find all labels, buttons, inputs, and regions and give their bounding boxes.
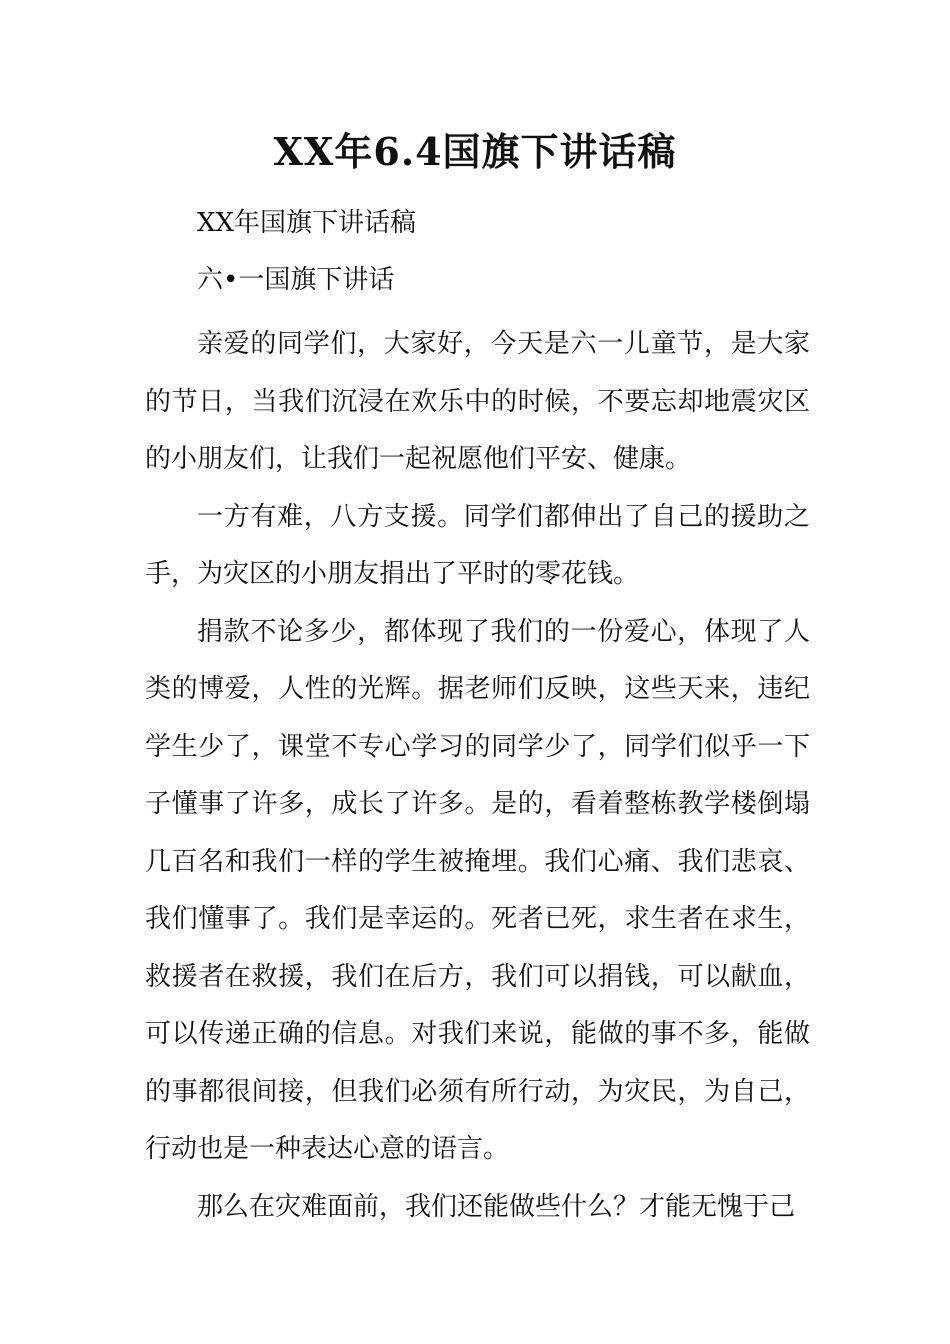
document-subtitle: XX年国旗下讲话稿	[197, 208, 417, 238]
document-title: XX年6.4国旗下讲话稿	[273, 129, 677, 174]
paragraph-2: 一方有难，八方支援。同学们都伸出了自己的援助之手，为灾区的小朋友捐出了平时的零花钱。	[145, 501, 810, 589]
section-heading: 六•一国旗下讲话	[197, 265, 395, 295]
paragraph-1: 亲爱的同学们，大家好，今天是六一儿童节，是大家的节日，当我们沉浸在欢乐中的时候，不要忘却地震灾区的小朋友们，让我们一起祝愿他们平安、健康。	[145, 329, 810, 474]
document-body	[145, 316, 810, 1236]
paragraph-4: 那么在灾难面前，我们还能做些什么？才能无愧于己	[197, 1191, 796, 1222]
paragraph-3: 捐款不论多少，都体现了我们的一份爱心，体现了人类的博爱，人性的光辉。据老师们反映，这些天来，违纪学生少了，课堂不专心学习的同学少了，同学们似乎一下子懂事了许多，成长了许多。是的，看着整栋教学楼倒塌几百名和我们一样的学生被掩埋。我们心痛、我们悲哀、我们懂事了。我们是幸运的。死者已死，求生者在求生，救援者在救援，我们在后方，我们可以捐钱，可以献血，可以传递正确的信息。对我们来说，能做的事不多，能做的事都很间接，但我们必须有所行动，为灾民，为自己，行动也是一种表达心意的语言。	[145, 616, 810, 1164]
